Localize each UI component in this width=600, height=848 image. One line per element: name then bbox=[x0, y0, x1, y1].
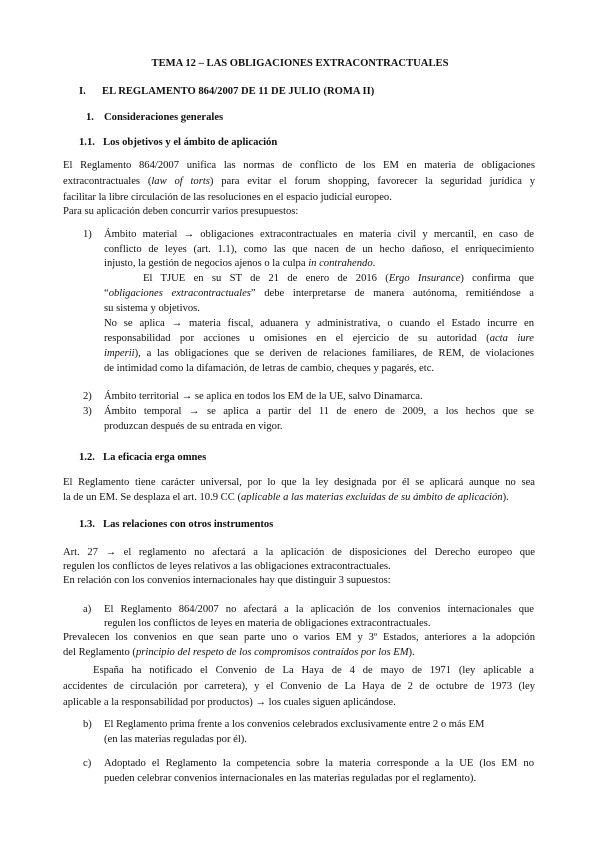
italic-text: principio del respeto de los compromisos contraídos por los EM bbox=[135, 647, 409, 658]
heading-number: 1.1. bbox=[79, 137, 95, 148]
list-number: 3) bbox=[83, 406, 92, 417]
list-item-line: El Reglamento 864/2007 no afectará a la aplicación de los convenios internacionales que bbox=[104, 604, 534, 615]
list-item-line: pueden celebrar convenios internacionales en las materias reguladas por el reglamento). bbox=[104, 773, 477, 784]
italic-text: in contrahendo bbox=[308, 258, 373, 269]
list-number: b) bbox=[83, 719, 92, 730]
list-item-line: El Reglamento prima frente a los convenios celebrados exclusivamente entre 2 o más EM bbox=[104, 719, 485, 730]
text-run: del Reglamento ( bbox=[63, 647, 136, 658]
paragraph-line bbox=[63, 491, 509, 504]
italic-text: law of torts bbox=[151, 176, 210, 187]
subsubsection-heading: Los objetivos y el ámbito de aplicación bbox=[103, 137, 278, 148]
subsubsection-heading: La eficacia erga omnes bbox=[103, 452, 207, 463]
paragraph-line: facilitar la libre circulación de las resoluciones en el espacio judicial europeo. bbox=[63, 192, 392, 203]
paragraph-line bbox=[63, 175, 535, 188]
paragraph-line: accidentes de circulación por carretera), y el Convenio de La Haya de 2 de octubre de 1973 (ley bbox=[63, 681, 535, 692]
italic-text: obligaciones extracontractuales bbox=[108, 288, 251, 299]
text-run: la de un EM. Se desplaza el art. 10.9 CC ( bbox=[63, 492, 241, 503]
paragraph-line: regulen los conflictos de leyes relativos a las obligaciones extracontractuales. bbox=[63, 561, 391, 572]
italic-text: imperii bbox=[104, 348, 135, 359]
list-item-line: Ámbito temporal → se aplica a partir del 11 de enero de 2009, a los hechos que se bbox=[104, 406, 534, 417]
document-title: TEMA 12 – LAS OBLIGACIONES EXTRACONTRACTUALES bbox=[151, 58, 449, 69]
list-item-line bbox=[104, 257, 375, 270]
list-item-line: regulen los conflictos de leyes en materia de obligaciones extracontractuales. bbox=[104, 618, 431, 629]
list-number: 1) bbox=[83, 229, 92, 240]
list-item-line: No se aplica → materia fiscal, aduanera y administrativa, o cuando el Estado incurre en bbox=[104, 318, 534, 329]
text-run: El TJUE en su ST de 21 de enero de 2016 ( bbox=[143, 273, 389, 284]
list-item-line: su sistema y objetivos. bbox=[104, 303, 200, 314]
text-run: extracontractuales ( bbox=[63, 176, 152, 187]
text-run: . bbox=[372, 258, 376, 269]
subsection-heading: Consideraciones generales bbox=[104, 112, 224, 123]
paragraph-line: Para su aplicación deben concurrir varios presupuestos: bbox=[63, 206, 299, 217]
list-item-line: conflicto de leyes (art. 1.1), como las que nacen de un hecho dañoso, el enriquecimiento bbox=[104, 244, 534, 255]
text-run: ). bbox=[408, 647, 415, 658]
paragraph-line: Prevalecen los convenios en que sean parte uno o varios EM y 3º Estados, anteriores a la adopción bbox=[63, 632, 535, 643]
list-number: 2) bbox=[83, 391, 92, 402]
section-heading: EL REGLAMENTO 864/2007 DE 11 DE JULIO (ROMA II) bbox=[102, 86, 375, 97]
paragraph-line: aplicable a la responsabilidad por productos) → los cuales siguen aplicándose. bbox=[63, 697, 396, 708]
italic-text: acta iure bbox=[489, 333, 534, 344]
list-item-line: produzcan después de su entrada en vigor. bbox=[104, 421, 283, 432]
list-item-line: Ámbito material → obligaciones extracontractuales en materia civil y mercantil, en caso de bbox=[104, 229, 534, 240]
heading-number: I. bbox=[79, 86, 86, 97]
list-item-line bbox=[104, 287, 534, 300]
paragraph-line: El Reglamento 864/2007 unifica las normas de conflicto de los EM en materia de obligaciones bbox=[63, 160, 535, 171]
list-item-line bbox=[143, 272, 534, 285]
paragraph-line: En relación con los convenios internacionales hay que distinguir 3 supuestos: bbox=[63, 575, 391, 586]
list-item-line bbox=[104, 332, 534, 345]
text-run: ), a las obligaciones que se deriven de relaciones familiares, de REM, de violaciones bbox=[134, 348, 534, 359]
text-run: injusto, la gestión de negocios ajenos o la culpa bbox=[104, 258, 309, 269]
italic-text: Ergo Insurance bbox=[388, 273, 461, 284]
text-run: responsabilidad por acciones u omisiones en el ejercicio de su autoridad ( bbox=[104, 333, 490, 344]
text-run: ) confirma que bbox=[460, 273, 535, 284]
list-item-line bbox=[104, 347, 534, 360]
paragraph-line bbox=[63, 646, 415, 659]
heading-number: 1. bbox=[86, 112, 94, 123]
text-run: ” debe interpretarse de manera autónoma, remitiéndose a bbox=[250, 288, 534, 299]
list-number: a) bbox=[83, 604, 92, 615]
text-run: ) para evitar el forum shopping, favorecer la seguridad jurídica y bbox=[209, 176, 535, 187]
subsubsection-heading: Las relaciones con otros instrumentos bbox=[103, 519, 274, 530]
heading-number: 1.2. bbox=[79, 452, 95, 463]
italic-text: aplicable a las materias excluidas de su ámbito de aplicación bbox=[241, 492, 503, 503]
text-run: “ bbox=[104, 288, 109, 299]
list-item-line: Ámbito territorial → se aplica en todos los EM de la UE, salvo Dinamarca. bbox=[104, 391, 423, 402]
paragraph-line: El Reglamento tiene carácter universal, por lo que la ley designada por él se aplicará aunque no sea bbox=[63, 477, 535, 488]
paragraph-line: Art. 27 → el reglamento no afectará a la aplicación de disposiciones del Derecho europeo que bbox=[63, 547, 535, 558]
list-item-line: (en las materias reguladas por él). bbox=[104, 734, 247, 745]
paragraph-line: España ha notificado el Convenio de La Haya de 4 de mayo de 1971 (ley aplicable a bbox=[93, 665, 534, 676]
list-item-line: Adoptado el Reglamento la competencia sobre la materia corresponde a la UE (los EM no bbox=[104, 758, 534, 769]
heading-number: 1.3. bbox=[79, 519, 95, 530]
list-number: c) bbox=[83, 758, 92, 769]
text-run: ). bbox=[502, 492, 509, 503]
list-item-line: de intimidad como la difamación, de letras de cambio, cheques y pagarés, etc. bbox=[104, 363, 435, 374]
